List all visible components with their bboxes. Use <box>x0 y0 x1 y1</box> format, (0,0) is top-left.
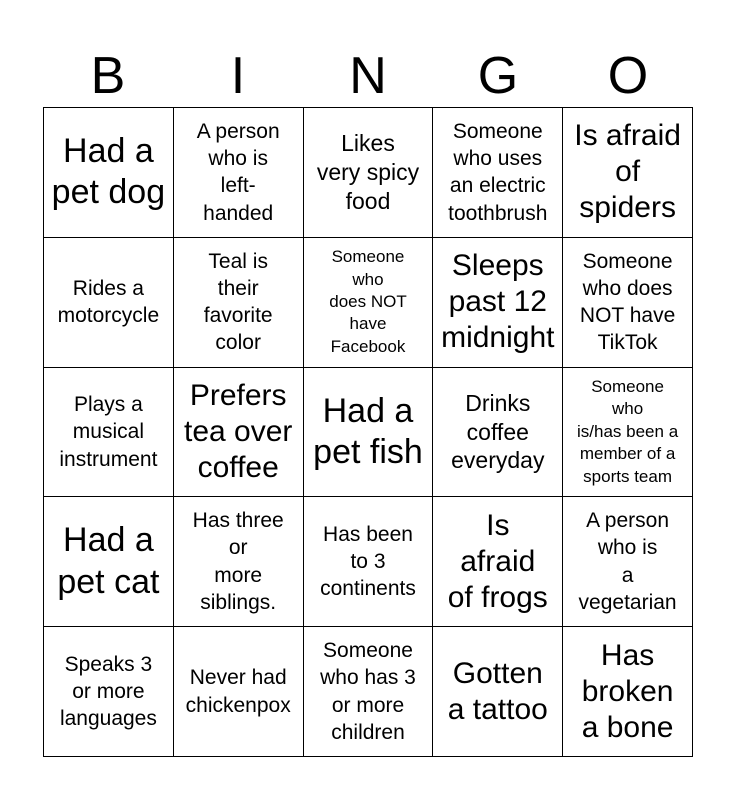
bingo-cell[interactable] <box>304 627 434 757</box>
bingo-cell[interactable] <box>563 627 693 757</box>
bingo-cell[interactable] <box>433 497 563 627</box>
bingo-cell[interactable] <box>433 627 563 757</box>
bingo-cell[interactable] <box>304 238 434 368</box>
bingo-cell[interactable] <box>174 238 304 368</box>
bingo-cell[interactable] <box>44 238 174 368</box>
bingo-cell[interactable] <box>433 368 563 498</box>
cell-text: Someone who does NOT have Facebook <box>329 247 407 356</box>
cell-text: Speaks 3 or more languages <box>59 652 157 731</box>
cell-text: Gotten a tattoo <box>447 656 548 726</box>
header-letter-i: I <box>230 47 246 105</box>
bingo-cell[interactable] <box>433 238 563 368</box>
bingo-cell[interactable] <box>174 497 304 627</box>
bingo-cell[interactable] <box>563 238 693 368</box>
cell-text: Has broken a bone <box>581 638 674 744</box>
bingo-cell[interactable] <box>304 497 434 627</box>
cell-text: Likes very spicy food <box>316 130 420 214</box>
cell-text: Someone who has 3 or more children <box>320 639 416 744</box>
bingo-header <box>43 48 693 104</box>
header-letter-n: N <box>349 47 387 105</box>
bingo-cell[interactable] <box>44 368 174 498</box>
cell-text: Sleeps past 12 midnight <box>441 249 555 355</box>
bingo-cell[interactable] <box>44 627 174 757</box>
bingo-cell[interactable] <box>44 108 174 238</box>
cell-text: Teal is their favorite color <box>203 249 273 355</box>
cell-text: Had a pet dog <box>51 131 166 212</box>
cell-text: A person who is a vegetarian <box>578 509 677 615</box>
cell-text: Has been to 3 continents <box>320 522 416 601</box>
cell-text: Prefers tea over coffee <box>183 378 293 484</box>
free-space-cell[interactable] <box>304 368 434 498</box>
bingo-cell[interactable] <box>563 368 693 498</box>
bingo-cell[interactable] <box>174 627 304 757</box>
cell-text: Had a pet fish <box>313 391 423 471</box>
bingo-cell[interactable] <box>174 368 304 498</box>
cell-text: Never had chickenpox <box>185 666 291 717</box>
cell-text: Plays a musical instrument <box>59 393 158 471</box>
cell-text: Rides a motorcycle <box>57 276 160 328</box>
header-letter-g: G <box>477 47 519 105</box>
bingo-cell[interactable] <box>563 108 693 238</box>
bingo-cell[interactable] <box>433 108 563 238</box>
bingo-cell[interactable] <box>304 108 434 238</box>
cell-text: Someone who is/has been a member of a sports team <box>577 376 679 486</box>
bingo-cell[interactable] <box>563 497 693 627</box>
cell-text: Had a pet cat <box>57 521 160 601</box>
bingo-cell[interactable] <box>174 108 304 238</box>
cell-text: Someone who uses an electric toothbrush <box>448 119 548 225</box>
cell-text: Has three or more siblings. <box>192 509 284 615</box>
bingo-cell[interactable] <box>44 497 174 627</box>
cell-text: Drinks coffee everyday <box>451 389 545 474</box>
header-letter-o: O <box>607 47 649 105</box>
cell-text: Is afraid of spiders <box>574 119 681 225</box>
cell-text: A person who is left- handed <box>196 119 280 225</box>
cell-text: Is afraid of frogs <box>447 508 548 614</box>
bingo-card-grid <box>43 107 693 757</box>
header-letter-b: B <box>90 47 126 105</box>
cell-text: Someone who does NOT have TikTok <box>579 249 676 355</box>
